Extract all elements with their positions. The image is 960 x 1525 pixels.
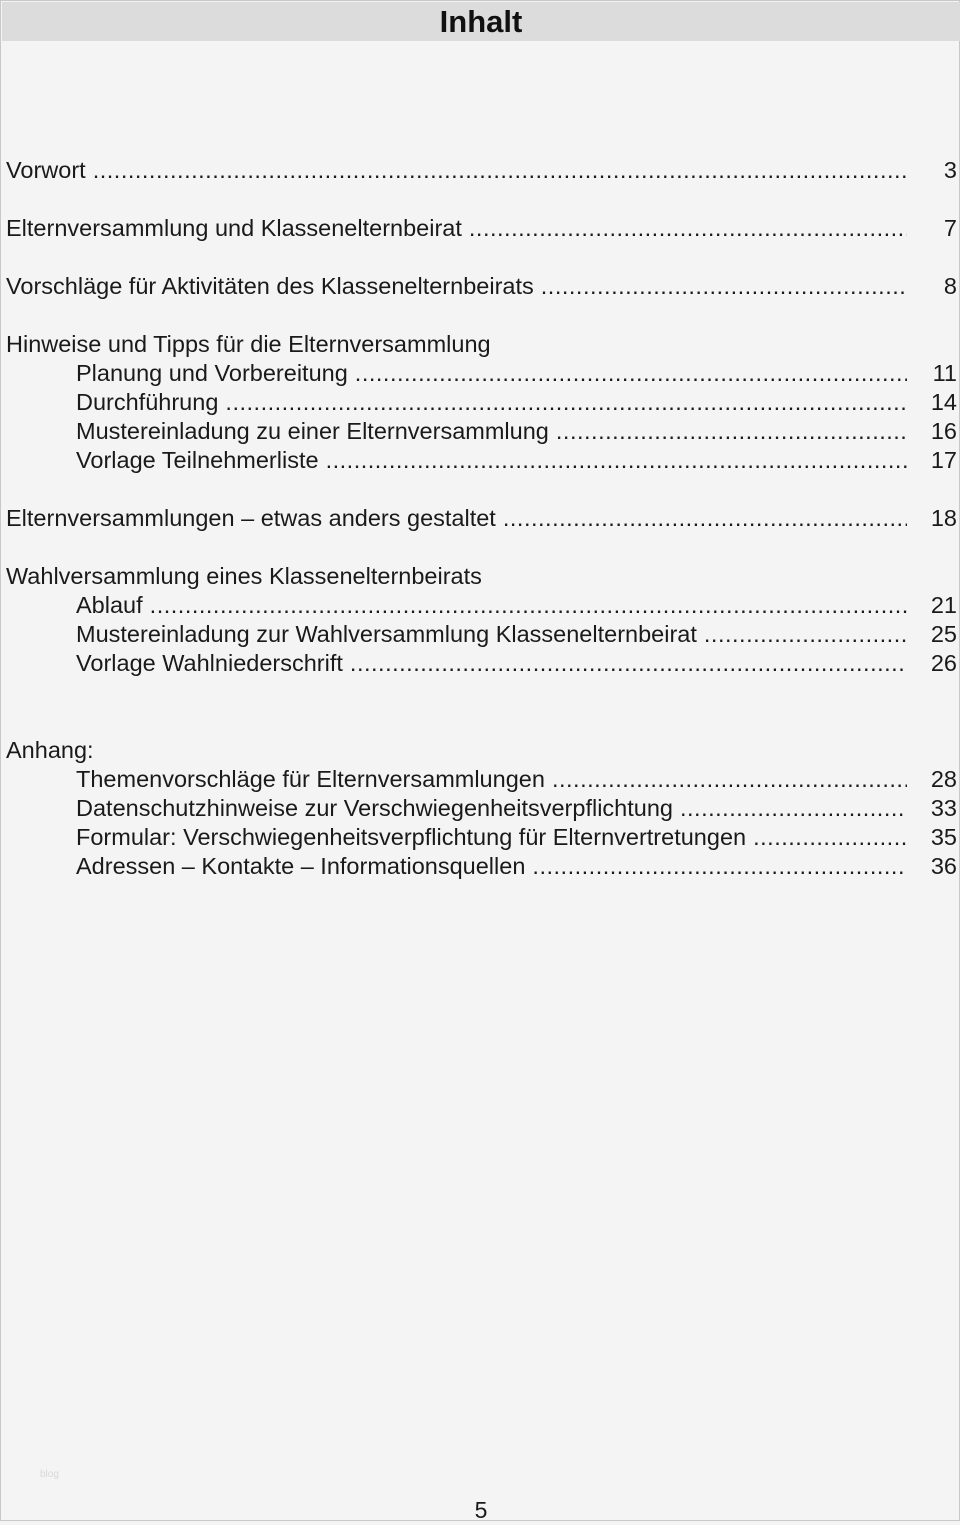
toc-entry-page: 28 xyxy=(930,766,957,792)
toc-entry-datenschutz[interactable] xyxy=(1,794,960,823)
toc-entry-label: Elternversammlungen – etwas anders gestaltet xyxy=(6,505,496,531)
leader-dots xyxy=(218,389,907,415)
toc-entry-page: 17 xyxy=(930,447,957,473)
toc-entry-page: 26 xyxy=(930,650,957,676)
toc-entry-label: Mustereinladung zur Wahlversammlung Klassenelternbeirat xyxy=(76,621,697,647)
toc-entry-page: 7 xyxy=(943,215,957,241)
toc-entry-wahlniederschrift[interactable] xyxy=(1,649,960,678)
toc-entry-vorwort[interactable] xyxy=(1,156,960,185)
toc-entry-formular[interactable] xyxy=(1,823,960,852)
leader-dots xyxy=(525,853,907,879)
toc-entry-label: Themenvorschläge für Elternversammlungen xyxy=(76,766,545,792)
toc-entry-wahl-einladung[interactable] xyxy=(1,620,960,649)
toc-entry-planung[interactable] xyxy=(1,359,960,388)
section-heading-hinweise: Hinweise und Tipps für die Elternversammlung xyxy=(6,331,491,357)
leader-dots xyxy=(673,795,907,821)
toc-entry-label: Mustereinladung zu einer Elternversammlung xyxy=(76,418,549,444)
toc-entry-vorschlaege[interactable] xyxy=(1,272,960,301)
leader-dots xyxy=(697,621,907,647)
section-heading-anhang: Anhang: xyxy=(6,737,94,763)
section-heading-wahl: Wahlversammlung eines Klassenelternbeirats xyxy=(6,563,482,589)
toc-entry-adressen[interactable] xyxy=(1,852,960,881)
toc-entry-label: Ablauf xyxy=(76,592,143,618)
toc-entry-label: Adressen – Kontakte – Informationsquellen xyxy=(76,853,526,879)
toc-entry-page: 14 xyxy=(930,389,957,415)
toc-entry-page: 35 xyxy=(930,824,957,850)
toc-entry-mustereinladung[interactable] xyxy=(1,417,960,446)
toc-entry-label: Vorschläge für Aktivitäten des Klassenelternbeirats xyxy=(6,273,534,299)
toc-entry-label: Planung und Vorbereitung xyxy=(76,360,348,386)
toc-entry-page: 3 xyxy=(943,157,957,183)
toc-entry-page: 8 xyxy=(943,273,957,299)
toc-entry-elternversammlung[interactable] xyxy=(1,214,960,243)
leader-dots xyxy=(348,360,907,386)
watermark-text: blog xyxy=(40,1469,59,1480)
toc-entry-label: Vorlage Teilnehmerliste xyxy=(76,447,319,473)
page-title: Inhalt xyxy=(439,4,523,39)
leader-dots xyxy=(462,215,907,241)
leader-dots xyxy=(86,157,907,183)
toc-entry-label: Vorlage Wahlniederschrift xyxy=(76,650,343,676)
toc-entry-page: 36 xyxy=(930,853,957,879)
toc-entry-label: Durchführung xyxy=(76,389,219,415)
toc-entry-page: 11 xyxy=(932,360,957,386)
toc-entry-label: Vorwort xyxy=(6,157,86,183)
leader-dots xyxy=(746,824,907,850)
toc-entry-ablauf[interactable] xyxy=(1,591,960,620)
page-number: 5 xyxy=(474,1497,488,1523)
leader-dots xyxy=(319,447,907,473)
toc-entry-anders-gestaltet[interactable] xyxy=(1,504,960,533)
toc-entry-label: Formular: Verschwiegenheitsverpflichtung für Elternvertretungen xyxy=(76,824,747,850)
leader-dots xyxy=(496,505,907,531)
toc-entry-label: Datenschutzhinweise zur Verschwiegenheitsverpflichtung xyxy=(76,795,673,821)
toc-entry-teilnehmerliste[interactable] xyxy=(1,446,960,475)
toc-entry-themenvorschlaege[interactable] xyxy=(1,765,960,794)
toc-entry-page: 25 xyxy=(930,621,957,647)
leader-dots xyxy=(545,766,907,792)
leader-dots xyxy=(143,592,907,618)
leader-dots xyxy=(549,418,907,444)
toc-entry-page: 33 xyxy=(930,795,957,821)
toc-entry-page: 18 xyxy=(930,505,957,531)
title-bar xyxy=(2,2,960,41)
toc-entry-page: 21 xyxy=(930,592,957,618)
toc-entry-page: 16 xyxy=(930,418,957,444)
toc-entry-durchfuehrung[interactable] xyxy=(1,388,960,417)
leader-dots xyxy=(343,650,907,676)
leader-dots xyxy=(534,273,907,299)
toc-entry-label: Elternversammlung und Klassenelternbeirat xyxy=(6,215,462,241)
